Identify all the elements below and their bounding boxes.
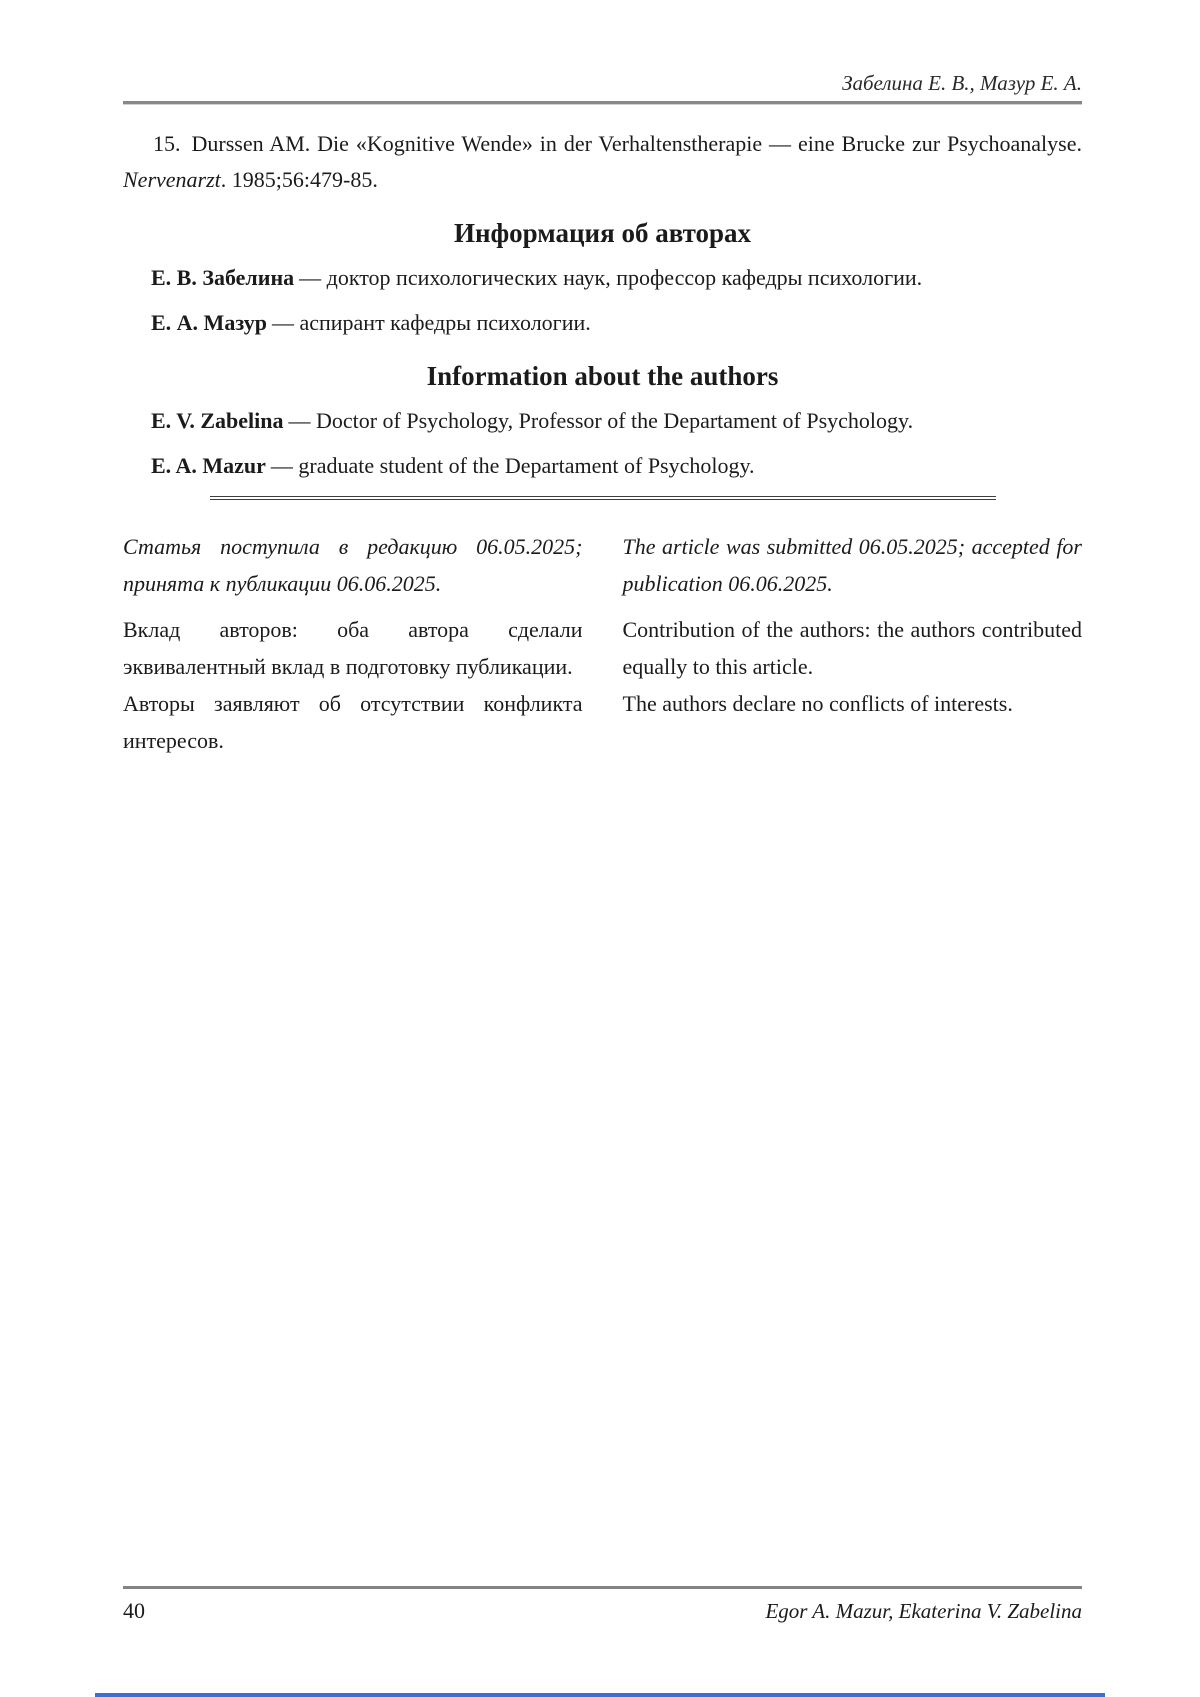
authors-info-heading-ru: Информация об авторах bbox=[453, 217, 752, 248]
page-content bbox=[123, 0, 1082, 759]
author-line-ru-2 bbox=[123, 307, 1082, 339]
two-column-notes bbox=[123, 528, 1082, 759]
author-name: Е. А. Мазур bbox=[151, 309, 267, 335]
footer-row bbox=[123, 1598, 1082, 1624]
double-rule-divider bbox=[210, 496, 996, 501]
submitted-note-en: The article was submitted 06.05.2025; accepted for publication 06.06.2025. bbox=[622, 534, 1082, 596]
notes-column-ru bbox=[123, 528, 583, 759]
author-line-ru-1 bbox=[123, 262, 1082, 294]
author-name: E. A. Mazur bbox=[151, 452, 266, 478]
header-rule bbox=[123, 101, 1082, 104]
contribution-note-ru: Вклад авторов: оба автора сделали эквивалентный вклад в подготовку публикации. bbox=[123, 617, 583, 679]
reference-body: Durssen AM. Die «Kognitive Wende» in der Verhaltenstherapie — eine Brucke zur Psychoanalyse. bbox=[191, 130, 1082, 156]
author-desc: — Doctor of Psychology, Professor of the Departament of Psychology. bbox=[288, 407, 914, 433]
running-head: Забелина Е. В., Мазур Е. А. bbox=[842, 71, 1082, 95]
footer-rule bbox=[123, 1586, 1082, 1589]
contribution-note-en: Contribution of the authors: the authors contributed equally to this article. bbox=[622, 617, 1082, 679]
author-line-en-1 bbox=[123, 405, 1082, 437]
page-footer bbox=[123, 1586, 1082, 1624]
author-desc: — доктор психологических наук, профессор кафедры психологии. bbox=[299, 264, 923, 290]
author-name: Е. В. Забелина bbox=[151, 264, 295, 290]
page-number: 40 bbox=[123, 1597, 145, 1623]
reference-entry bbox=[123, 126, 1082, 198]
authors-info-heading-en: Information about the authors bbox=[426, 360, 779, 391]
author-name: E. V. Zabelina bbox=[151, 407, 284, 433]
reference-journal: Nervenarzt bbox=[123, 166, 221, 192]
reference-number: 15. bbox=[153, 130, 181, 156]
bottom-edge-line bbox=[95, 1693, 1105, 1697]
conflicts-note-ru: Авторы заявляют об отсутствии конфликта интересов. bbox=[123, 691, 583, 753]
conflicts-note-en: The authors declare no conflicts of interests. bbox=[622, 691, 1013, 716]
notes-column-en bbox=[623, 528, 1083, 759]
running-foot: Egor A. Mazur, Ekaterina V. Zabelina bbox=[765, 1598, 1082, 1623]
submitted-note-ru: Статья поступила в редакцию 06.05.2025; принята к публикации 06.06.2025. bbox=[123, 534, 583, 596]
author-desc: — аспирант кафедры психологии. bbox=[271, 309, 591, 335]
author-desc: — graduate student of the Departament of Psychology. bbox=[270, 452, 755, 478]
author-line-en-2 bbox=[123, 450, 1082, 482]
reference-tail: . 1985;56:479-85. bbox=[220, 166, 378, 192]
